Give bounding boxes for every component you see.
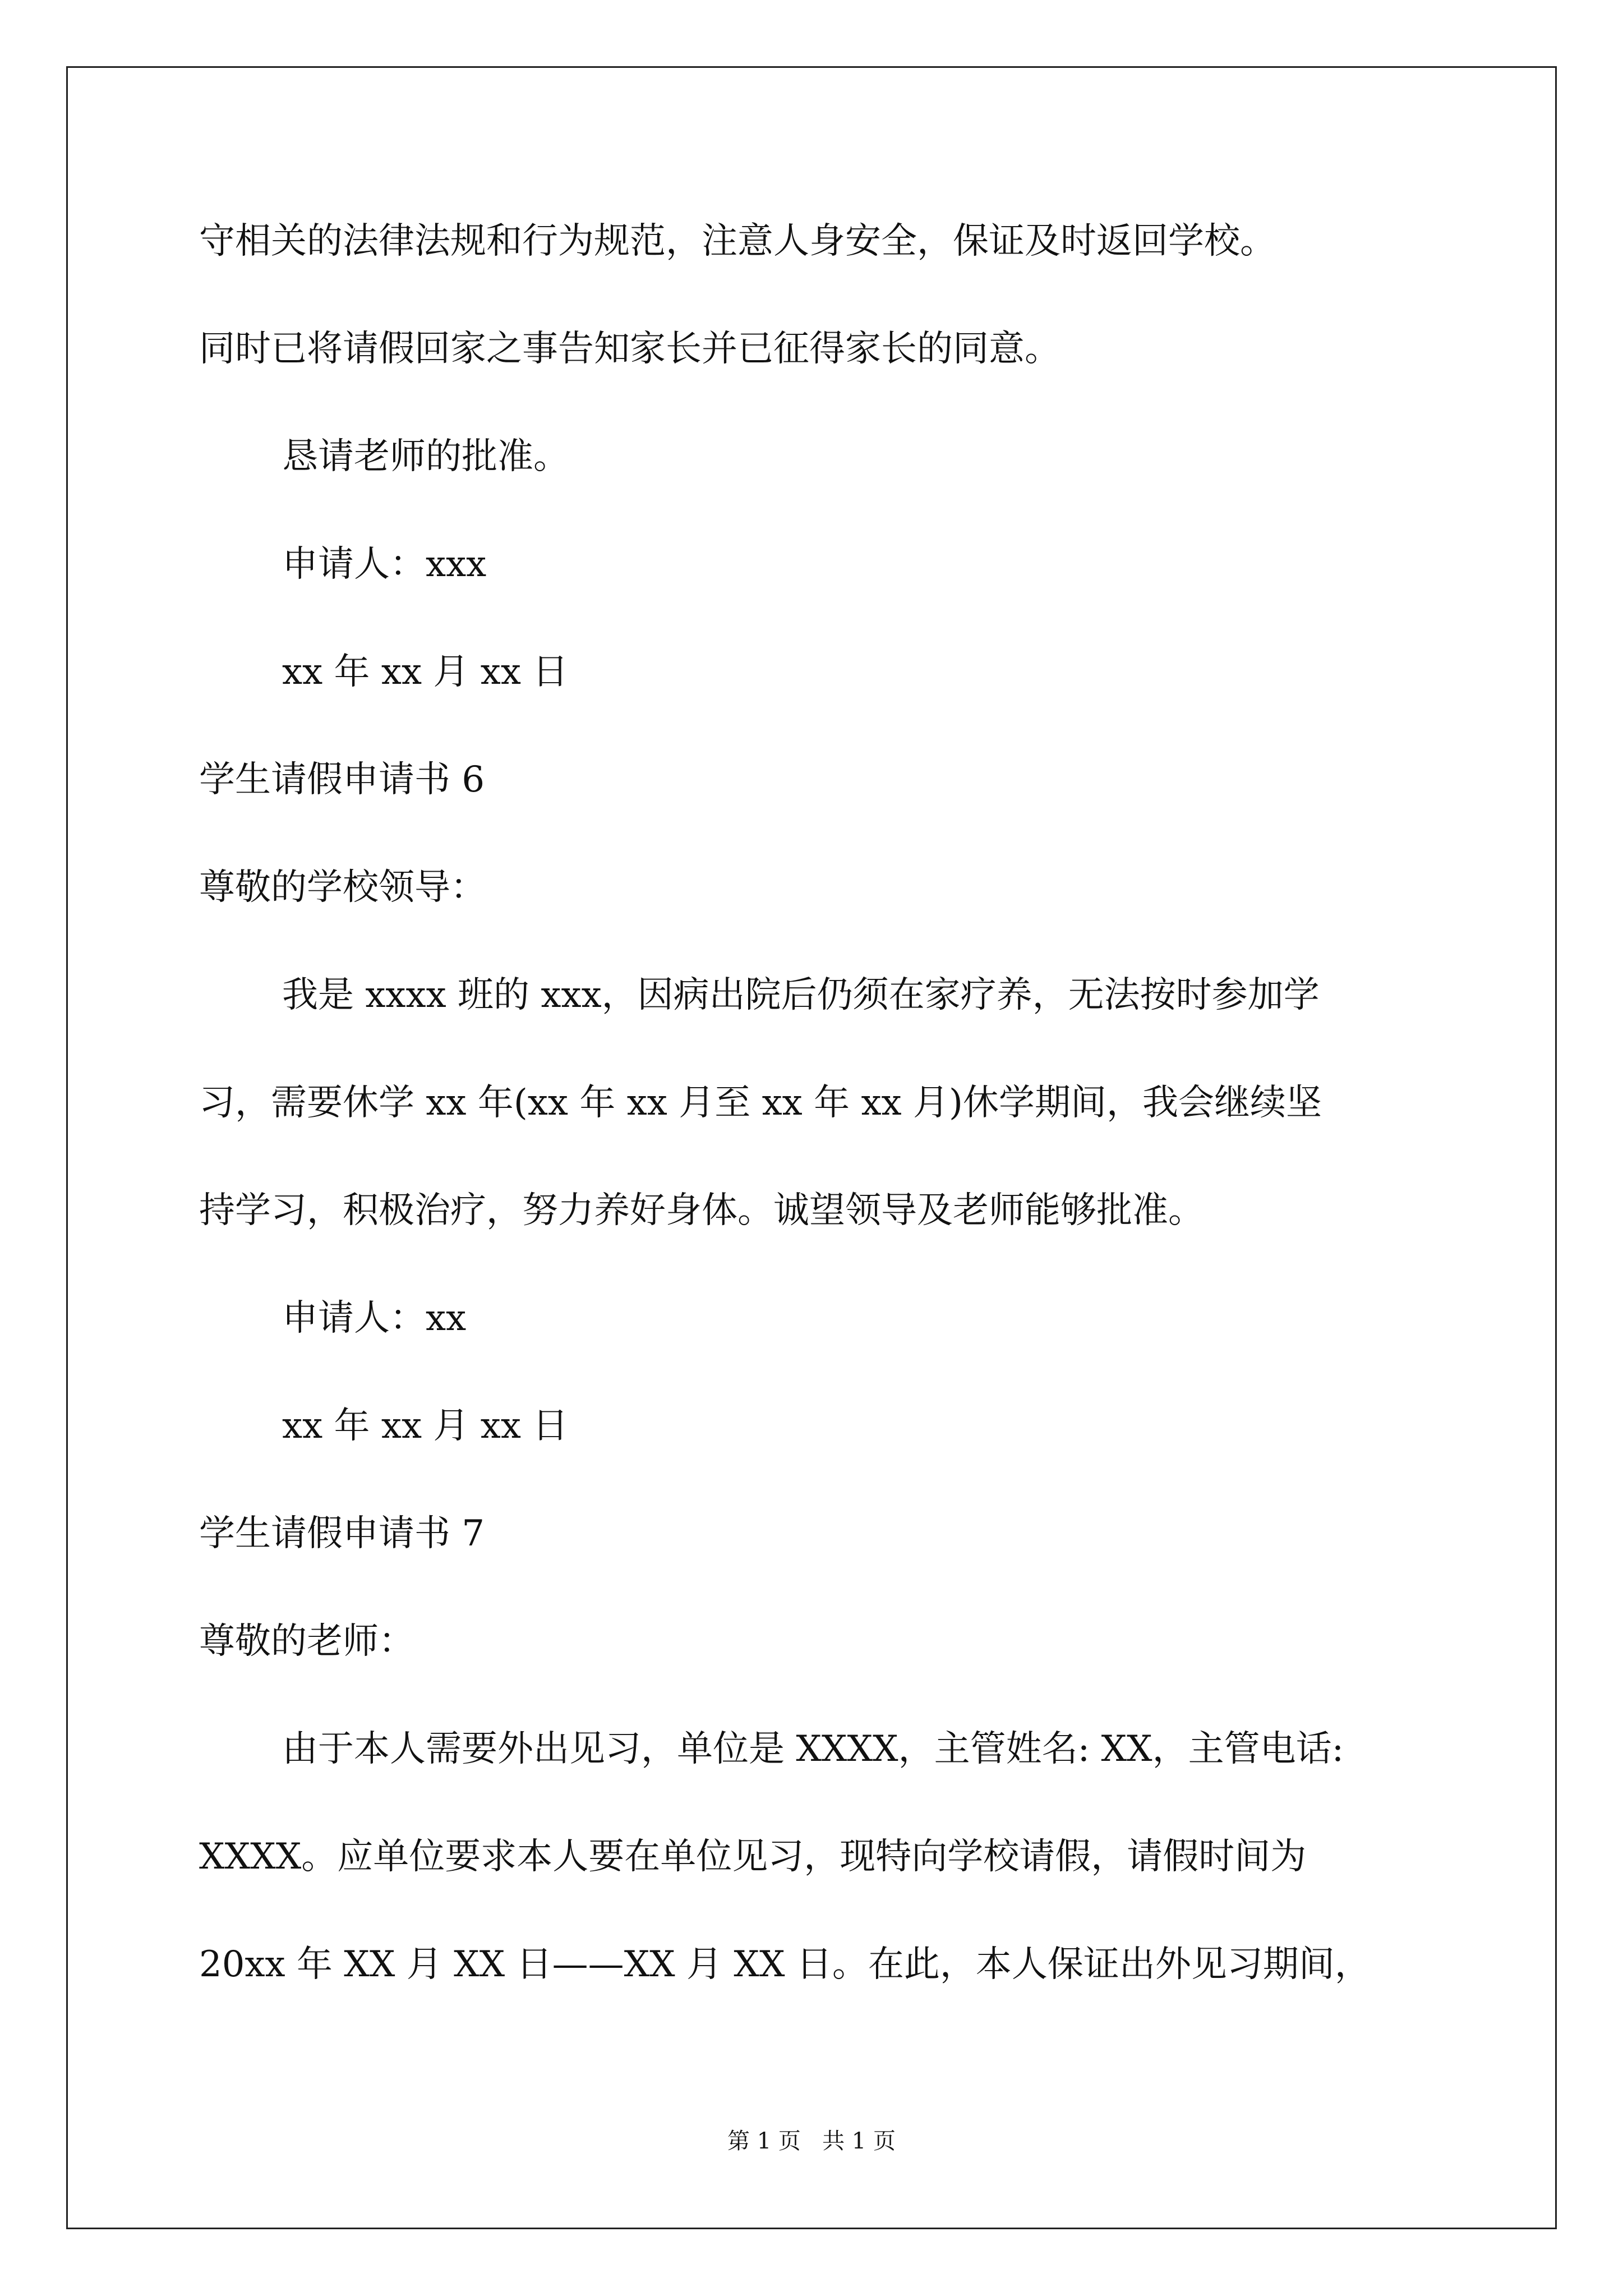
- section-title-7: 学生请假申请书 7: [199, 1513, 485, 1554]
- applicant-line: 申请人：xx: [282, 1297, 467, 1339]
- body-line-3: 20xx 年 XX 月 XX 日——XX 月 XX 日。在此，本人保证出外见习期间，: [199, 1944, 1371, 1985]
- salutation-line: 尊敬的老师：: [199, 1621, 414, 1662]
- applicant-line: 申请人：xxx: [282, 544, 487, 585]
- body-line-3: 持学习，积极治疗，努力养好身体。诚望领导及老师能够批准。: [199, 1190, 1204, 1231]
- section-title-6: 学生请假申请书 6: [199, 759, 485, 800]
- body-line-2: 习，需要休学 xx 年(xx 年 xx 月至 xx 年 xx 月)休学期间，我会继续坚: [199, 1082, 1322, 1124]
- body-line-2: XXXX。应单位要求本人要在单位见习，现特向学校请假，请假时间为: [199, 1836, 1307, 1878]
- page-number-footer: 第 1 页 共 1 页: [727, 2128, 896, 2154]
- text-line-1: 守相关的法律法规和行为规范，注意人身安全，保证及时返回学校。: [199, 220, 1276, 262]
- text-line-2: 同时已将请假回家之事告知家长并已征得家长的同意。: [199, 328, 1061, 370]
- document-body: [199, 219, 1433, 2050]
- date-line: xx 年 xx 月 xx 日: [282, 651, 569, 693]
- salutation-line: 尊敬的学校领导：: [199, 867, 486, 908]
- body-line-1: 由于本人需要外出见习，单位是 XXXX，主管姓名: XX，主管电话:: [282, 1728, 1344, 1770]
- text-line-3: 恳请老师的批准。: [282, 436, 569, 477]
- body-line-1: 我是 xxxx 班的 xxx，因病出院后仍须在家疗养，无法按时参加学: [282, 974, 1320, 1016]
- date-line: xx 年 xx 月 xx 日: [282, 1405, 569, 1447]
